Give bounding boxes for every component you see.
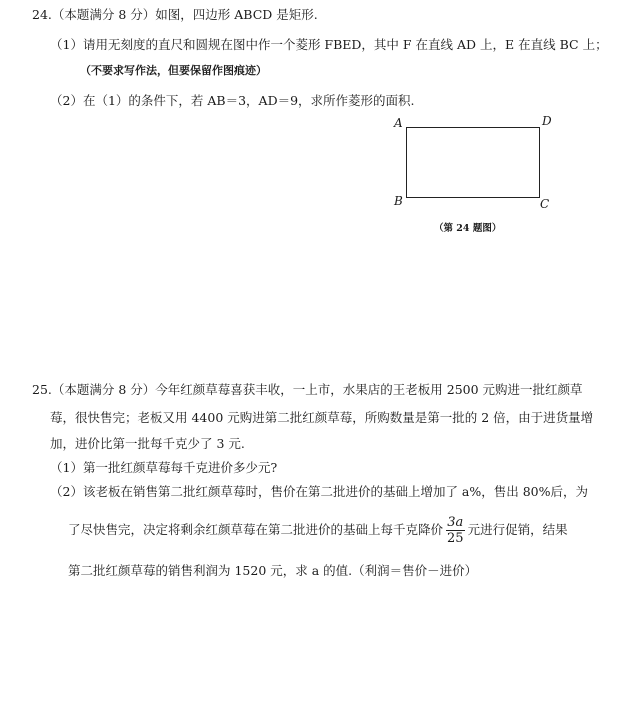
vertex-label-d: D xyxy=(542,114,552,128)
q25-line2: 莓，很快售完；老板又用 4400 元购进第二批红颜草莓，所购数量是第一批的 2 倍，由于进货量增 xyxy=(50,410,594,425)
q24-part2: （2）在（1）的条件下，若 AB＝3，AD＝9，求所作菱形的面积. xyxy=(50,93,415,108)
q25-part2-line2 xyxy=(68,513,568,547)
vertex-label-b: B xyxy=(394,194,403,208)
fraction-denominator: 25 xyxy=(447,531,464,546)
q25-heading: 25.（本题满分 8 分）今年红颜草莓喜获丰收，一上市，水果店的王老板用 2500 元购进一批红颜草 xyxy=(32,382,583,397)
figure-caption: （第 24 题图） xyxy=(434,223,502,234)
rectangle-abcd xyxy=(406,127,540,198)
fraction-3a-over-25 xyxy=(446,515,465,546)
vertex-label-a: A xyxy=(394,116,403,130)
q24-part1-note: （不要求写作法，但要保留作图痕迹） xyxy=(80,64,267,77)
fraction-numerator: 3a xyxy=(447,515,464,530)
q25-part2-line2-pre: 了尽快售完，决定将剩余红颜草莓在第二批进价的基础上每千克降价 xyxy=(68,522,444,537)
q25-part2-line1: （2）该老板在销售第二批红颜草莓时，售价在第二批进价的基础上增加了 a%，售出 80%后，为 xyxy=(50,484,589,499)
q25-part2-line3: 第二批红颜草莓的销售利润为 1520 元，求 a 的值.（利润＝售价－进价） xyxy=(68,563,478,578)
q24-heading: 24.（本题满分 8 分）如图，四边形 ABCD 是矩形. xyxy=(32,7,318,22)
q25-line3: 加，进价比第一批每千克少了 3 元. xyxy=(50,436,245,451)
q25-part2-line2-post: 元进行促销，结果 xyxy=(467,522,568,537)
vertex-label-c: C xyxy=(540,197,550,211)
q25-part1: （1）第一批红颜草莓每千克进价多少元? xyxy=(50,460,278,475)
q24-part1: （1）请用无刻度的直尺和圆规在图中作一个菱形 FBED，其中 F 在直线 AD 上，E 在直线 BC 上； xyxy=(50,37,608,52)
